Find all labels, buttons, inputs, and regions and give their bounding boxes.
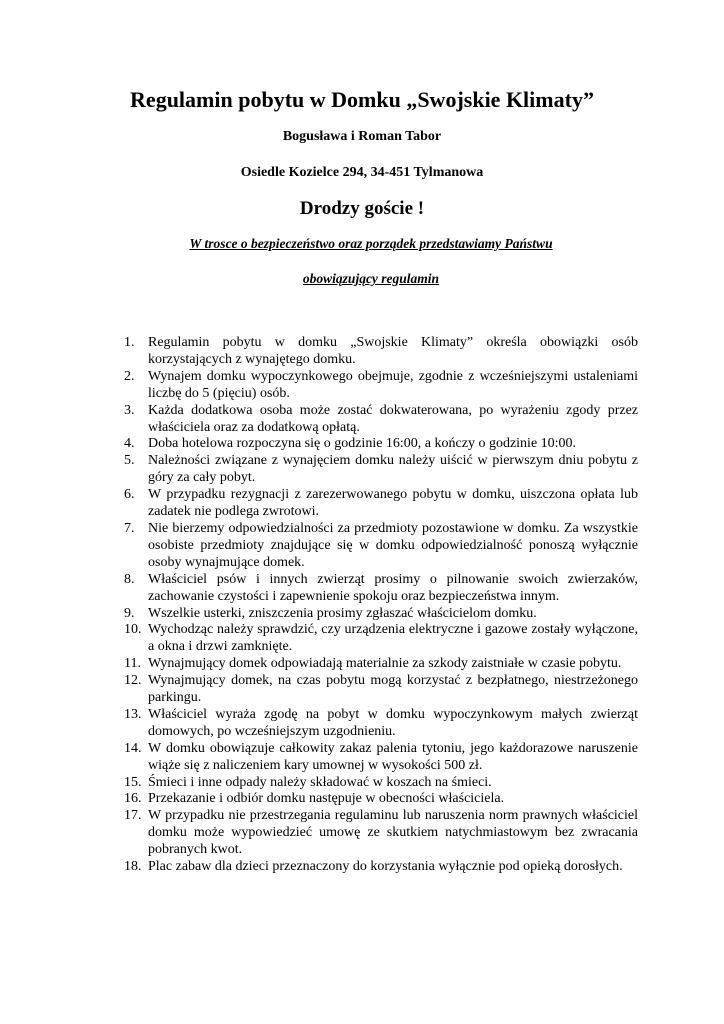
rule-number: 4.	[124, 436, 135, 452]
rule-item	[124, 791, 638, 808]
rule-number: 13.	[124, 706, 142, 722]
rule-text: W domku obowiązuje całkowity zakaz palenia tytoniu, jego każdorazowe naruszenie wiąże się z naliczeniem kary umownej w wysokości 500 zł.	[148, 740, 638, 773]
rule-item	[124, 622, 638, 656]
rule-item	[124, 673, 638, 707]
rule-text: Wychodząc należy sprawdzić, czy urządzenia elektryczne i gazowe zostały wyłączone, a okna i drzwi zamknięte.	[148, 622, 638, 655]
rule-text: Regulamin pobytu w domku „Swojskie Klimaty” określa obowiązki osób korzystających z wynajętego domku.	[148, 335, 638, 367]
owners-line: Bogusława i Roman Tabor	[282, 129, 442, 144]
rule-text: Wynajmujący domek, na czas pobytu mogą korzystać z bezpłatnego, niestrzeżonego parkingu.	[148, 673, 638, 706]
rule-number: 17.	[124, 808, 142, 824]
rule-text: Plac zabaw dla dzieci przeznaczony do korzystania wyłącznie pod opieką dorosłych.	[148, 859, 623, 875]
rule-text: Przekazanie i odbiór domku następuje w obecności właściciela.	[148, 791, 505, 807]
greeting-heading: Drodzy goście !	[299, 198, 425, 219]
rule-number: 14.	[124, 740, 142, 756]
rule-number: 12.	[124, 673, 142, 689]
rule-item	[124, 487, 638, 521]
rule-text: W przypadku nie przestrzegania regulaminu lub naruszenia norm prawnych właściciel domku może wypowiedzieć umowę ze skutkiem natychmiastowym bez zwracania pobranych kwot.	[148, 808, 638, 858]
page-title: Regulamin pobytu w Domku „Swojskie Klimaty”	[130, 87, 594, 112]
rule-number: 6.	[124, 487, 135, 503]
rule-number: 3.	[124, 402, 135, 418]
rule-text: Każda dodatkowa osoba może zostać dokwaterowana, po wyrażeniu zgody przez właściciela oraz za dodatkową opłatą.	[148, 402, 638, 435]
rule-text: Właściciel wyraża zgodę na pobyt w domku wypoczynkowym małych zwierząt domowych, po wcześniejszym uzgodnieniu.	[148, 706, 638, 739]
rule-text: Wszelkie usterki, zniszczenia prosimy zgłaszać właścicielom domku.	[148, 605, 537, 621]
rule-item	[124, 707, 638, 741]
rule-item	[124, 808, 638, 859]
rule-text: Właściciel psów i innych zwierząt prosimy o pilnowanie swoich zwierzaków, zachowanie czystości i zapewnienie spokoju oraz bezpieczeństwa innym.	[148, 571, 638, 604]
rule-number: 18.	[124, 859, 142, 875]
rule-item	[124, 521, 638, 572]
rule-text: Doba hotelowa rozpoczyna się o godzinie 16:00, a kończy o godzinie 10:00.	[148, 436, 577, 452]
rule-number: 5.	[124, 453, 135, 469]
rule-item	[124, 403, 638, 437]
rule-text: Śmieci i inne odpady należy składować w koszach na śmieci.	[148, 774, 492, 790]
rule-item	[124, 453, 638, 487]
rule-item	[124, 656, 638, 673]
rule-item	[124, 859, 638, 876]
rule-item	[124, 606, 638, 623]
rule-text: Należności związane z wynajęciem domku należy uiścić w pierwszym dniu pobytu z góry za cały pobyt.	[148, 453, 638, 486]
rule-item	[124, 436, 638, 453]
rule-number: 2.	[124, 368, 135, 384]
rule-number: 8.	[124, 571, 135, 587]
rule-item	[124, 369, 638, 403]
rule-item	[124, 741, 638, 775]
rule-item	[124, 335, 638, 369]
rule-number: 10.	[124, 622, 142, 638]
rule-text: Wynajmujący domek odpowiadają materialnie za szkody zaistniałe w czasie pobytu.	[148, 656, 622, 672]
rule-number: 1.	[124, 335, 135, 350]
rules-list	[124, 335, 638, 876]
rule-item	[124, 775, 638, 792]
rule-text: W przypadku rezygnacji z zarezerwowanego pobytu w domku, uiszczona opłata lub zadatek nie podlega zwrotowi.	[148, 487, 638, 520]
rule-number: 9.	[124, 605, 135, 621]
intro-line-1: W trosce o bezpieczeństwo oraz porządek przedstawiamy Państwu	[189, 236, 553, 251]
rule-number: 11.	[124, 656, 141, 672]
intro-line-2: obowiązujący regulamin	[302, 271, 440, 286]
rule-number: 16.	[124, 791, 142, 807]
rule-number: 15.	[124, 774, 142, 790]
address-line: Osiedle Kozielce 294, 34-451 Tylmanowa	[240, 165, 484, 180]
rule-number: 7.	[124, 520, 135, 536]
rule-item	[124, 572, 638, 606]
rule-text: Wynajem domku wypoczynkowego obejmuje, zgodnie z wcześniejszymi ustaleniami liczbę do 5 (pięciu) osób.	[148, 368, 638, 401]
rule-text: Nie bierzemy odpowiedzialności za przedmioty pozostawione w domku. Za wszystkie osobiste przedmioty znajdujące się w domku odpowiedzialność ponoszą wyłącznie osoby wynajmujące domek.	[148, 520, 638, 570]
